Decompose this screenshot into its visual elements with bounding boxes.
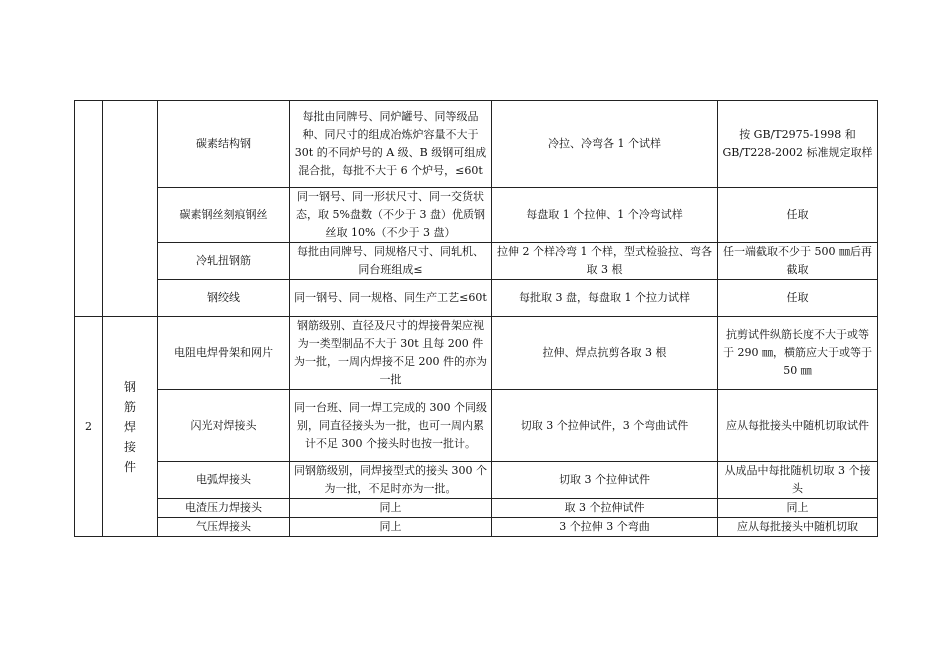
sampling-count-cell: 每盘取 1 个拉伸、1 个冷弯试样 xyxy=(492,188,718,243)
batch-rule-cell: 同上 xyxy=(290,499,492,518)
batch-rule-cell: 同上 xyxy=(290,518,492,537)
batch-rule-cell: 每批由同牌号、同规格尺寸、同轧机、同台班组成≤ xyxy=(290,243,492,280)
material-name-cell: 碳素钢丝刻痕钢丝 xyxy=(158,188,290,243)
group-index-cell: 2 xyxy=(75,317,103,537)
material-name-cell: 电阻电焊骨架和网片 xyxy=(158,317,290,390)
batch-rule-cell: 钢筋级别、直径及尺寸的焊接骨架应视为一类型制品不大于 30t 且每 200 件为一批，一周内焊接不足 200 件的亦为一批 xyxy=(290,317,492,390)
material-name-cell: 电渣压力焊接头 xyxy=(158,499,290,518)
sampling-count-cell: 3 个拉伸 3 个弯曲 xyxy=(492,518,718,537)
batch-rule-cell: 同一钢号、同一规格、同生产工艺≤60t xyxy=(290,280,492,317)
material-name-cell: 闪光对焊接头 xyxy=(158,390,290,462)
table-row xyxy=(75,462,878,499)
group-category-cell xyxy=(103,101,158,317)
material-name-cell: 碳素结构钢 xyxy=(158,101,290,188)
sampling-method-cell: 任取 xyxy=(718,188,878,243)
sampling-count-cell: 切取 3 个拉伸试件，3 个弯曲试件 xyxy=(492,390,718,462)
table-row xyxy=(75,280,878,317)
material-name-cell: 气压焊接头 xyxy=(158,518,290,537)
sampling-method-cell: 按 GB/T2975-1998 和 GB/T228-2002 标准规定取样 xyxy=(718,101,878,188)
table-row xyxy=(75,499,878,518)
batch-rule-cell: 同一台班、同一焊工完成的 300 个同级别，同直径接头为一批，也可一周内累计不足 300 个接头时也按一批计。 xyxy=(290,390,492,462)
sampling-method-cell: 应从每批接头中随机切取 xyxy=(718,518,878,537)
batch-rule-cell: 每批由同牌号、同炉罐号、同等级品种、同尺寸的组成冶炼炉容量不大于 30t 的不同炉号的 A 级、B 级钢可组成混合批，每批不大于 6 个炉号，≤60t xyxy=(290,101,492,188)
batch-rule-cell: 同一钢号、同一形状尺寸、同一交货状态，取 5%盘数（不少于 3 盘）优质钢丝取 10%（不少于 3 盘） xyxy=(290,188,492,243)
sampling-spec-table xyxy=(74,100,878,537)
sampling-method-cell: 同上 xyxy=(718,499,878,518)
sampling-method-cell: 抗剪试件纵筋长度不大于或等于 290 ㎜，横筋应大于或等于 50 ㎜ xyxy=(718,317,878,390)
sampling-method-cell: 任取 xyxy=(718,280,878,317)
sampling-count-cell: 每批取 3 盘，每盘取 1 个拉力试样 xyxy=(492,280,718,317)
batch-rule-cell: 同钢筋级别，同焊接型式的接头 300 个为一批，不足时亦为一批。 xyxy=(290,462,492,499)
sampling-method-cell: 任一端截取不少于 500 ㎜后再截取 xyxy=(718,243,878,280)
sampling-method-cell: 应从每批接头中随机切取试件 xyxy=(718,390,878,462)
sampling-count-cell: 冷拉、冷弯各 1 个试样 xyxy=(492,101,718,188)
table-row xyxy=(75,188,878,243)
sampling-count-cell: 切取 3 个拉伸试件 xyxy=(492,462,718,499)
group-category-cell: 钢筋焊接件 xyxy=(103,317,158,537)
table-row xyxy=(75,518,878,537)
sampling-count-cell: 拉伸、焊点抗剪各取 3 根 xyxy=(492,317,718,390)
table-row xyxy=(75,317,878,390)
sampling-count-cell: 取 3 个拉伸试件 xyxy=(492,499,718,518)
sampling-method-cell: 从成品中每批随机切取 3 个接头 xyxy=(718,462,878,499)
group-index-cell xyxy=(75,101,103,317)
material-name-cell: 电弧焊接头 xyxy=(158,462,290,499)
table-row xyxy=(75,101,878,188)
table-row xyxy=(75,243,878,280)
material-name-cell: 钢绞线 xyxy=(158,280,290,317)
table-row xyxy=(75,390,878,462)
material-name-cell: 冷轧扭钢筋 xyxy=(158,243,290,280)
sampling-count-cell: 拉伸 2 个样冷弯 1 个样，型式检验拉、弯各取 3 根 xyxy=(492,243,718,280)
